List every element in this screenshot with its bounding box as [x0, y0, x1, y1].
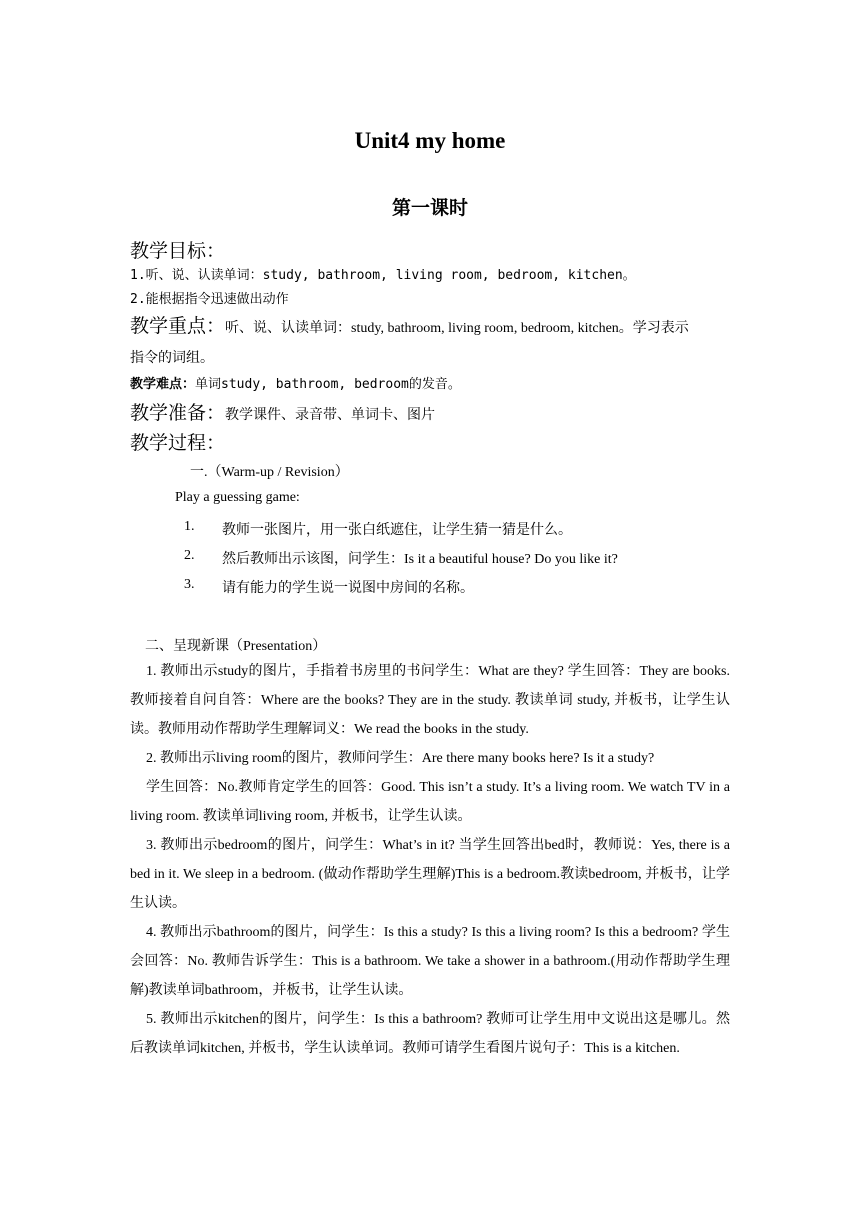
section2-title: 二、呈现新课（Presentation）	[145, 639, 327, 654]
objective-item-1: 1.听、说、认读单词：study, bathroom, living room, bedroom, kitchen。	[130, 268, 636, 283]
guessing-game-label: Play a guessing game:	[175, 490, 300, 505]
difficulty	[130, 373, 461, 393]
preparation-heading: 教学准备：	[130, 402, 226, 424]
process-heading: 教学过程：	[130, 432, 226, 454]
presentation-paragraph-3: 学生回答：No.教师肯定学生的回答：Good. This isn’t a study. It’s a living room. We watch TV in a living room. 教读单词living room, 并板书，让学生认读。	[130, 780, 730, 824]
section1-title: 一.（Warm-up / Revision）	[190, 465, 349, 480]
lesson-subtitle: 第一课时	[391, 197, 468, 219]
objective-item-2: 2.能根据指令迅速做出动作	[130, 292, 289, 307]
step-text: 然后教师出示该图，问学生：Is it a beautiful house? Do you like it?	[222, 552, 618, 567]
step-text: 教师一张图片，用一张白纸遮住，让学生猜一猜是什么。	[222, 523, 572, 538]
key-points-text: 听、说、认读单词：study, bathroom, living room, bedroom, kitchen。学习表示	[225, 321, 689, 336]
presentation-paragraph-6: 5. 教师出示kitchen的图片，问学生：Is this a bathroom? 教师可让学生用中文说出这是哪儿。然后教读单词kitchen, 并板书，学生认读单词。教师可请学生看图片说句子：This is a kitchen.	[130, 1012, 730, 1056]
step-number: 2.	[184, 548, 195, 563]
preparation	[130, 398, 435, 425]
objectives-heading: 教学目标：	[130, 240, 226, 262]
presentation-paragraph-5: 4. 教师出示bathroom的图片，问学生：Is this a study? Is this a living room? Is this a bedroom? 学生会回答：No. 教师告诉学生：This is a bathroom. We take a shower in a bathroom.(用动作帮助学生理解)教读单词bathroom，并板书，让学生认读。	[130, 925, 730, 998]
preparation-text: 教学课件、录音带、单词卡、图片	[225, 408, 436, 423]
key-points-heading: 教学重点：	[130, 315, 226, 337]
step-number: 3.	[184, 577, 195, 592]
key-points-text-line2: 指令的词组。	[130, 351, 214, 366]
difficulty-heading: 教学难点：	[130, 377, 196, 392]
difficulty-text: 单词study, bathroom, bedroom的发音。	[195, 377, 461, 392]
step-number: 1.	[184, 519, 195, 534]
document-title: Unit4 my home	[354, 128, 506, 153]
key-points	[130, 312, 730, 373]
presentation-paragraph-1: 1. 教师出示study的图片，手指着书房里的书问学生：What are they? 学生回答：They are books. 教师接着自问自答：Where are the books? They are in the study. 教读单词 study, 并板书，让学生认读。教师用动作帮助学生理解词义：We read the books in the study.	[130, 664, 730, 737]
presentation-paragraph-4: 3. 教师出示bedroom的图片，问学生：What’s in it? 当学生回答出bed时，教师说：Yes, there is a bed in it. We sleep in a bedroom. (做动作帮助学生理解)This is a bedroom.教读bedroom, 并板书，让学生认读。	[130, 838, 730, 911]
presentation-paragraph-2: 2. 教师出示living room的图片，教师问学生：Are there many books here? Is it a study?	[146, 751, 655, 766]
step-text: 请有能力的学生说一说图中房间的名称。	[222, 581, 474, 596]
